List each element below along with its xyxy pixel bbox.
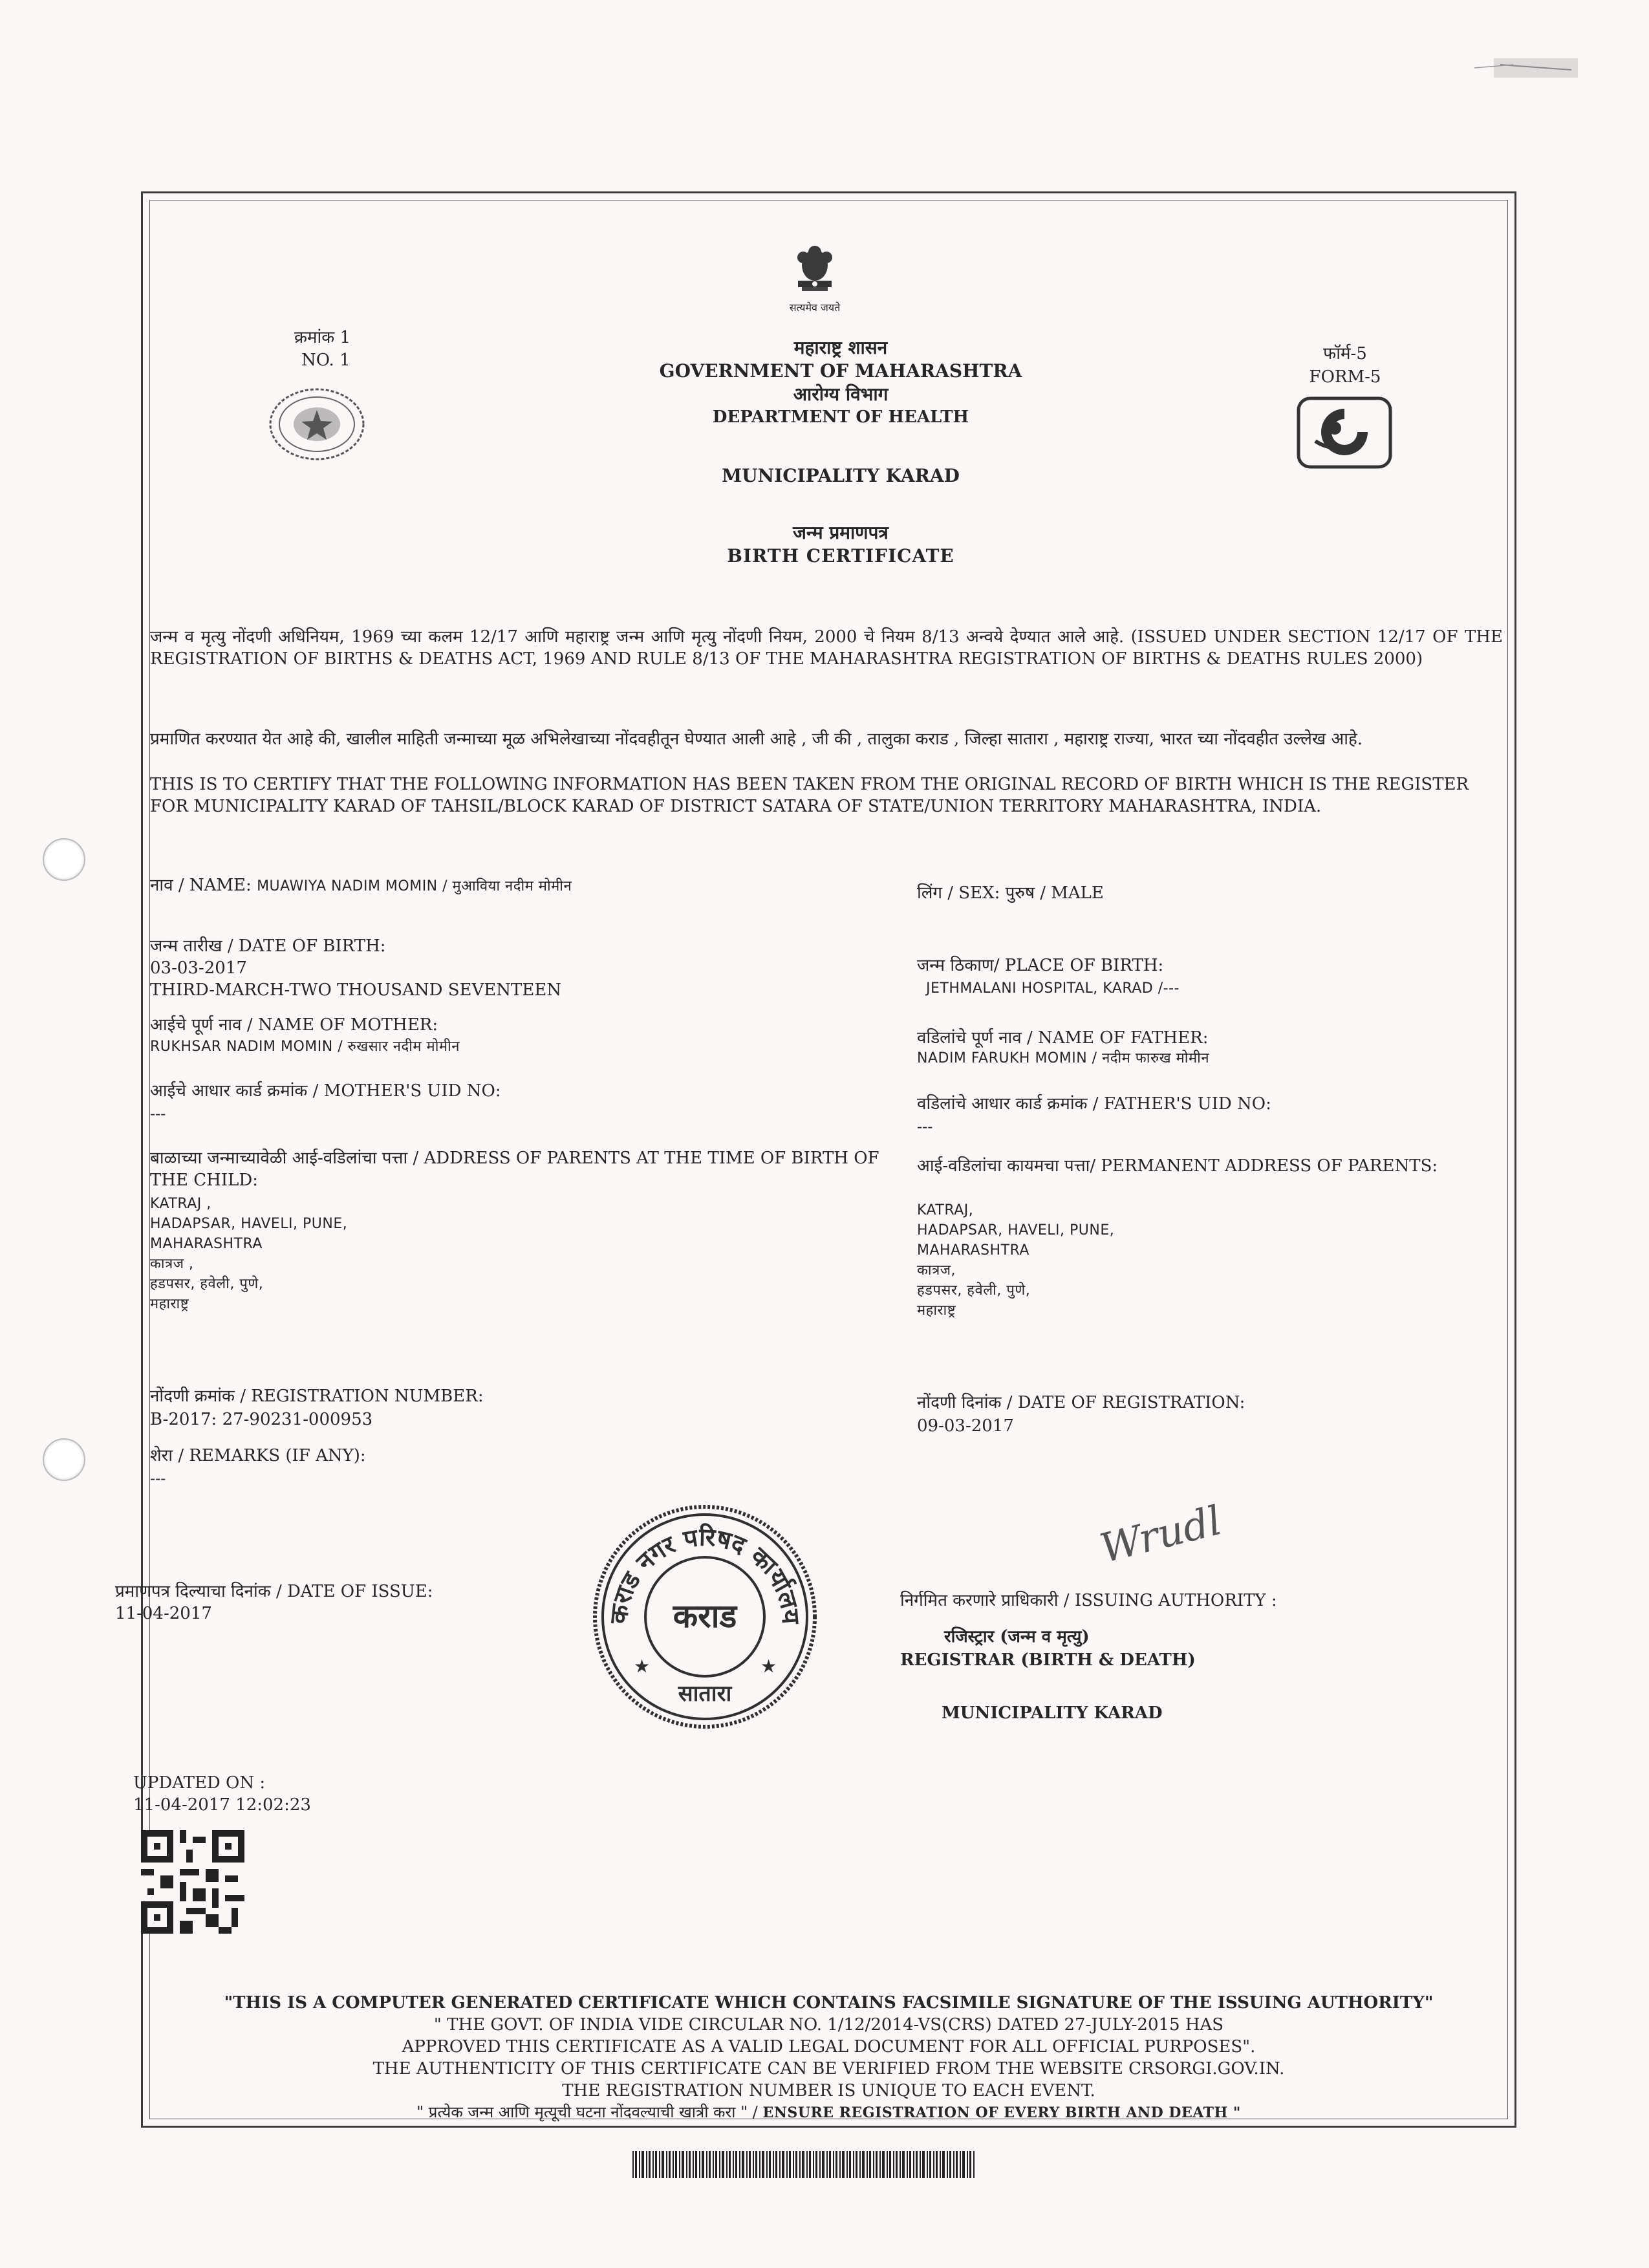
barcode-bar <box>773 2151 774 2178</box>
barcode-bar <box>641 2151 644 2178</box>
form-marathi: फॉर्म-5 <box>1323 344 1367 363</box>
seal-bottom-text: सातारा <box>678 1681 732 1707</box>
date-of-issue-label: प्रमाणपत्र दिल्याचा दिनांक / DATE OF ISSUE: <box>115 1582 433 1601</box>
barcode-bar <box>809 2151 811 2178</box>
barcode-bar <box>713 2151 714 2178</box>
barcode-bar <box>739 2151 740 2178</box>
barcode-bar <box>916 2151 918 2178</box>
certificate-title-marathi: जन्म प्रमाणपत्र <box>793 522 889 543</box>
issued-under-text: जन्म व मृत्यु नोंदणी अधिनियम, 1969 च्या कलम 12/17 आणि महाराष्ट्र जन्म आणि मृत्यु नोंदणी नियम, 2000 चे नियम 8/13 अन्वये देण्यात आले आहे. (ISSUED UNDER SECTION 12/17 OF THE REGISTRATION OF BIRTHS & DEATHS ACT, 1969 AND RULE 8/13 OF THE MAHARASHTRA REGISTRATION OF BIRTHS & DEATHS RULES 2000) <box>150 627 1503 669</box>
remarks-label: शेरा / REMARKS (IF ANY): <box>150 1446 366 1465</box>
mother-name-label: आईचे पूर्ण नाव / NAME OF MOTHER: <box>150 1015 438 1035</box>
registrar-title: REGISTRAR (BIRTH & DEATH) <box>900 1650 1196 1670</box>
barcode-bar <box>659 2151 660 2178</box>
barcode-bar <box>929 2151 931 2178</box>
barcode-bar <box>669 2151 671 2178</box>
authority-municipality: MUNICIPALITY KARAD <box>942 1703 1163 1723</box>
barcode-bar <box>879 2151 881 2178</box>
barcode-bar <box>749 2151 751 2178</box>
barcode-bar <box>679 2151 680 2178</box>
barcode-bar <box>822 2151 824 2178</box>
punch-hole-upper <box>43 838 85 881</box>
mother-name-value: RUKHSAR NADIM MOMIN / रुखसार नदीम मोमीन <box>150 1039 460 1055</box>
barcode-bar <box>695 2151 697 2178</box>
father-uid-value: --- <box>917 1118 933 1136</box>
place-of-birth-label: जन्म ठिकाण/ PLACE OF BIRTH: <box>917 956 1164 975</box>
seal-star-right-icon: ★ <box>760 1656 777 1677</box>
footer-line-2: " THE GOVT. OF INDIA VIDE CIRCULAR NO. 1/12/2014-VS(CRS) DATED 27-JULY-2015 HAS <box>433 2015 1224 2035</box>
national-emblem <box>763 241 867 314</box>
barcode-bar <box>967 2151 968 2178</box>
barcode-bar <box>766 2151 768 2178</box>
certificate-title: BIRTH CERTIFICATE <box>727 545 954 567</box>
barcode-bar <box>833 2151 834 2178</box>
footer-line-3: APPROVED THIS CERTIFICATE AS A VALID LEGAL DOCUMENT FOR ALL OFFICIAL PURPOSES". <box>402 2037 1256 2057</box>
barcode-bar <box>882 2151 885 2178</box>
barcode-bar <box>769 2151 771 2178</box>
barcode-bar <box>849 2151 851 2178</box>
barcode-bar <box>746 2151 748 2178</box>
barcode-bar <box>900 2151 901 2178</box>
remarks-value: --- <box>150 1469 166 1487</box>
barcode-bar <box>699 2151 700 2178</box>
dob-label: जन्म तारीख / DATE OF BIRTH: <box>150 936 386 956</box>
issuing-authority-label: निर्गमित करणारे प्राधिकारी / ISSUING AUTHORITY : <box>900 1591 1277 1610</box>
name-row <box>150 874 926 896</box>
barcode-bar <box>815 2151 817 2178</box>
barcode-bar <box>969 2151 971 2178</box>
registration-date-label: नोंदणी दिनांक / DATE OF REGISTRATION: <box>917 1393 1245 1412</box>
barcode-bar <box>702 2151 704 2178</box>
sex-label: लिंग / SEX: <box>917 883 1000 903</box>
scan-artifact <box>1474 45 1584 91</box>
barcode-bar <box>819 2151 821 2178</box>
place-of-birth-value: JETHMALANI HOSPITAL, KARAD /--- <box>926 980 1180 997</box>
updated-on-label: UPDATED ON : <box>133 1773 266 1793</box>
footer-line-1: "THIS IS A COMPUTER GENERATED CERTIFICATE WHICH CONTAINS FACSIMILE SIGNATURE OF THE ISSUING AUTHORITY" <box>224 1993 1434 2013</box>
municipal-seal-stamp <box>588 1500 821 1733</box>
barcode-bar <box>682 2151 684 2178</box>
barcode-bar <box>902 2151 905 2178</box>
updated-on-value: 11-04-2017 12:02:23 <box>133 1795 311 1815</box>
barcode-bar <box>942 2151 945 2178</box>
punch-hole-lower <box>43 1438 85 1481</box>
barcode-bar <box>646 2151 647 2178</box>
father-name-label: वडिलांचे पूर्ण नाव / NAME OF FATHER: <box>917 1028 1209 1048</box>
barcode-bar <box>893 2151 894 2178</box>
barcode-bar <box>799 2151 801 2178</box>
barcode-bar <box>940 2151 941 2178</box>
barcode-bar <box>813 2151 814 2178</box>
barcode-bar <box>889 2151 891 2178</box>
barcode-bar <box>907 2151 908 2178</box>
name-value: MUAWIYA NADIM MOMIN / मुआविया नदीम मोमीन <box>257 878 572 894</box>
barcode-bar <box>733 2151 734 2178</box>
qr-code[interactable] <box>141 1830 244 1934</box>
barcode-bar <box>802 2151 804 2178</box>
barcode-bar <box>782 2151 784 2178</box>
lion-capital-icon <box>789 241 841 299</box>
barcode-bar <box>775 2151 777 2178</box>
seal-star-left-icon: ★ <box>634 1656 651 1677</box>
barcode-bar <box>686 2151 687 2178</box>
barcode-bar <box>829 2151 831 2178</box>
barcode-bar <box>920 2151 921 2178</box>
barcode-bar <box>786 2151 788 2178</box>
barcode-bar <box>726 2151 727 2178</box>
serial-marathi: क्रमांक 1 <box>294 328 351 347</box>
govt-marathi: महाराष्ट्र शासन <box>793 337 888 358</box>
barcode-bar <box>867 2151 868 2178</box>
barcode-bar <box>652 2151 654 2178</box>
barcode-bar <box>655 2151 657 2178</box>
form-number: FORM-5 <box>1309 367 1381 387</box>
barcode-bar <box>762 2151 764 2178</box>
barcode-bar <box>973 2151 975 2178</box>
barcode-bar <box>839 2151 841 2178</box>
barcode-bar <box>639 2151 640 2178</box>
issuing-authority-signature: Wrudl <box>1095 1496 1227 1572</box>
certify-marathi: प्रमाणित करण्यात येत आहे की, खालील माहिती जन्माच्या मूळ अभिलेखाच्या नोंदवहीतून घेण्यात आली आहे , जी की , तालुका कराड , जिल्हा सातारा , महाराष्ट्र राज्या, भारत च्या नोंदवहीत उल्लेख आहे. <box>150 729 1363 749</box>
barcode-bar <box>927 2151 928 2178</box>
maharashtra-seal-icon <box>265 385 369 463</box>
birth-address-label: बाळाच्या जन्माच्यावेळी आई-वडिलांचा पत्ता / ADDRESS OF PARENTS AT THE TIME OF BIRTH OF THE CHILD: <box>150 1149 879 1190</box>
barcode-bar <box>689 2151 691 2178</box>
barcode-bar <box>873 2151 874 2178</box>
barcode-bar <box>722 2151 724 2178</box>
registration-number-label: नोंदणी क्रमांक / REGISTRATION NUMBER: <box>150 1387 484 1406</box>
barcode-bar <box>793 2151 794 2178</box>
barcode-bar <box>709 2151 711 2178</box>
barcode-bar <box>715 2151 717 2178</box>
barcode-bar <box>795 2151 797 2178</box>
sex-value: पुरुष / MALE <box>1005 883 1104 903</box>
barcode-bar <box>947 2151 948 2178</box>
barcode-bar <box>960 2151 961 2178</box>
crs-logo-icon <box>1296 396 1393 470</box>
father-uid-label: वडिलांचे आधार कार्ड क्रमांक / FATHER'S UID NO: <box>917 1094 1271 1114</box>
barcode-bar <box>933 2151 934 2178</box>
dob-in-words: THIRD-MARCH-TWO THOUSAND SEVENTEEN <box>150 980 562 1000</box>
dept-title: DEPARTMENT OF HEALTH <box>712 407 969 427</box>
barcode-bar <box>753 2151 754 2178</box>
seal-ring-text: कराड नगर परिषद कार्यालय <box>604 1522 806 1625</box>
barcode-bar <box>649 2151 651 2178</box>
barcode-bar <box>896 2151 898 2178</box>
barcode-bar <box>735 2151 737 2178</box>
barcode-bar <box>742 2151 744 2178</box>
barcode-bar <box>635 2151 637 2178</box>
barcode-bar <box>856 2151 857 2178</box>
barcode-bar <box>693 2151 694 2178</box>
barcode-bar <box>789 2151 791 2178</box>
emblem-caption: सत्यमेव जयते <box>789 301 841 314</box>
registration-date-value: 09-03-2017 <box>917 1416 1014 1436</box>
barcode-bar <box>936 2151 938 2178</box>
barcode-bar <box>826 2151 828 2178</box>
sex-row <box>917 882 1434 904</box>
barcode-bar <box>842 2151 845 2178</box>
barcode-bar <box>706 2151 707 2178</box>
barcode-bar <box>755 2151 757 2178</box>
barcode-bar <box>909 2151 911 2178</box>
footer-line-6: ENSURE REGISTRATION OF EVERY BIRTH AND DEATH " <box>762 2104 1241 2121</box>
barcode-bar <box>956 2151 958 2178</box>
footer-line-5: THE REGISTRATION NUMBER IS UNIQUE TO EACH EVENT. <box>562 2081 1095 2101</box>
barcode-bar <box>673 2151 674 2178</box>
barcode-bar <box>862 2151 865 2178</box>
permanent-address-value: KATRAJ, HADAPSAR, HAVELI, PUNE, MAHARASHTRA कात्रज, हडपसर, हवेली, पुणे, महाराष्ट्र <box>917 1202 1115 1319</box>
barcode-bar <box>922 2151 925 2178</box>
registration-number-value: B-2017: 27-90231-000953 <box>150 1410 373 1429</box>
barcode-bar <box>869 2151 871 2178</box>
barcode-bar <box>666 2151 667 2178</box>
seal-center-text: कराड <box>673 1597 737 1635</box>
mother-uid-value: --- <box>150 1105 166 1123</box>
barcode-bar <box>759 2151 760 2178</box>
barcode-bar <box>846 2151 848 2178</box>
name-label: नाव / NAME: <box>150 876 252 895</box>
certify-text: THIS IS TO CERTIFY THAT THE FOLLOWING INFORMATION HAS BEEN TAKEN FROM THE ORIGINAL RECORD OF BIRTH WHICH IS THE REGISTER FOR MUNICIPALITY KARAD OF TAHSIL/BLOCK KARAD OF DISTRICT SATARA OF STATE/UNION TERRITORY MAHARASHTRA, INDIA. <box>150 775 1469 816</box>
birth-address-value: KATRAJ , HADAPSAR, HAVELI, PUNE, MAHARASHTRA कात्रज , हडपसर, हवेली, पुणे, महाराष्ट्र <box>150 1196 348 1312</box>
registrar-marathi: रजिस्ट्रार (जन्म व मृत्यु) <box>944 1627 1090 1647</box>
barcode-bar <box>675 2151 677 2178</box>
dob-value: 03-03-2017 <box>150 958 247 978</box>
permanent-address-label: आई-वडिलांचा कायमचा पत्ता/ PERMANENT ADDRESS OF PARENTS: <box>917 1156 1438 1176</box>
barcode-bar <box>953 2151 954 2178</box>
date-of-issue-value: 11-04-2017 <box>115 1604 212 1623</box>
barcode-bar <box>632 2151 634 2178</box>
dept-marathi: आरोग्य विभाग <box>793 383 889 405</box>
mother-uid-label: आईचे आधार कार्ड क्रमांक / MOTHER'S UID NO: <box>150 1081 501 1101</box>
serial-number: NO. 1 <box>301 351 350 370</box>
barcode-bar <box>806 2151 808 2178</box>
barcode-bar <box>913 2151 914 2178</box>
barcode-bar <box>779 2151 781 2178</box>
govt-title: GOVERNMENT OF MAHARASHTRA <box>659 360 1022 382</box>
municipality-title: MUNICIPALITY KARAD <box>722 465 960 486</box>
barcode-bar <box>962 2151 965 2178</box>
footer-line-4: THE AUTHENTICITY OF THIS CERTIFICATE CAN BE VERIFIED FROM THE WEBSITE CRSORGI.GOV.IN. <box>372 2059 1285 2079</box>
barcode-bar <box>835 2151 837 2178</box>
barcode-bar <box>859 2151 861 2178</box>
footer-line-6-marathi: " प्रत्येक जन्म आणि मृत्यूची घटना नोंदवल्याची खात्री करा " / <box>416 2103 758 2121</box>
father-name-value: NADIM FARUKH MOMIN / नदीम फारुख मोमीन <box>917 1050 1210 1066</box>
barcode-bar <box>876 2151 878 2178</box>
barcode <box>632 2151 976 2178</box>
barcode-bar <box>887 2151 888 2178</box>
barcode-bar <box>719 2151 720 2178</box>
barcode-bar <box>729 2151 731 2178</box>
barcode-bar <box>853 2151 854 2178</box>
barcode-bar <box>662 2151 664 2178</box>
barcode-bar <box>949 2151 951 2178</box>
